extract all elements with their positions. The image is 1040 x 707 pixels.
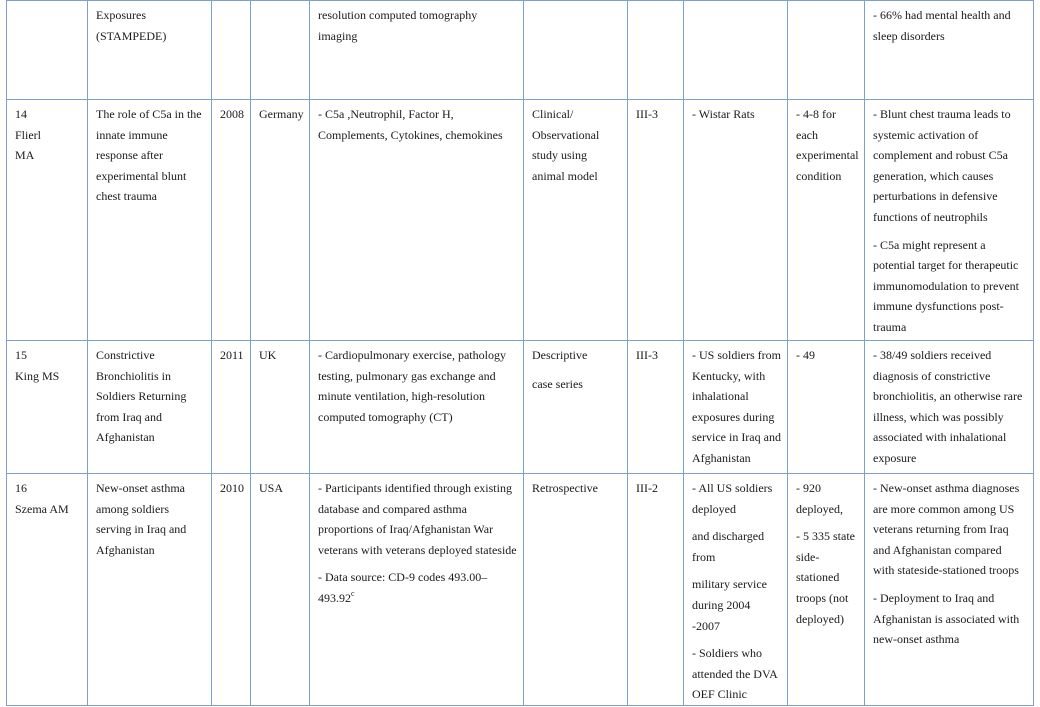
sample-size-line: stationed bbox=[796, 570, 840, 585]
table-row bbox=[7, 474, 1034, 706]
measures-cell bbox=[310, 474, 524, 706]
findings-paragraph bbox=[873, 235, 1027, 338]
findings-line: immune dysfunctions post- bbox=[873, 299, 1004, 314]
measures-line: - Data source: CD-9 codes 493.00– bbox=[318, 570, 488, 585]
sample-size-line: deployed) bbox=[796, 611, 844, 626]
measures-paragraph bbox=[318, 567, 517, 608]
title-cell bbox=[88, 341, 212, 474]
measures-line: resolution computed tomography bbox=[318, 8, 478, 22]
sample-size-line: - 49 bbox=[796, 348, 815, 362]
title-line: Constrictive bbox=[96, 348, 155, 362]
sample-size-line: - 4-8 for bbox=[796, 107, 836, 121]
design-cell bbox=[524, 341, 628, 474]
findings-line: Afghanistan is associated with bbox=[873, 611, 1020, 626]
population-line: Afghanistan bbox=[692, 450, 751, 465]
findings-line: exposure bbox=[873, 450, 917, 465]
measures-paragraph bbox=[318, 5, 517, 46]
population-line: OEF Clinic bbox=[692, 687, 748, 702]
sample-size-line: - 5 335 state bbox=[796, 529, 855, 544]
measures-line: 493.92$^c$ bbox=[318, 588, 355, 605]
measures-line: veterans with veterans deployed stateside bbox=[318, 542, 517, 557]
study-number-author-line: King MS bbox=[15, 368, 60, 383]
findings-cell bbox=[865, 474, 1034, 706]
study-number-author-line: 14 bbox=[15, 107, 27, 121]
table-row bbox=[7, 100, 1034, 341]
title-line: innate immune bbox=[96, 127, 168, 142]
sample-size-line: - 920 bbox=[796, 481, 821, 495]
findings-line: - 66% had mental health and bbox=[873, 8, 1011, 22]
title-line: Exposures bbox=[96, 8, 146, 22]
studies-table bbox=[6, 0, 1034, 706]
sample-size-cell bbox=[788, 100, 865, 341]
population-cell bbox=[684, 100, 788, 341]
population-paragraph bbox=[692, 478, 781, 519]
title-line: from Iraq and bbox=[96, 409, 162, 424]
sample-size-cell bbox=[788, 474, 865, 706]
findings-line: bronchiolitis, an otherwise rare bbox=[873, 389, 1023, 404]
population-line: deployed bbox=[692, 501, 736, 516]
measures-cell bbox=[310, 1, 524, 100]
sample-size-line: condition bbox=[796, 168, 842, 183]
design-cell bbox=[524, 1, 628, 100]
country-cell: USA bbox=[251, 474, 310, 706]
measures-line: Complements, Cytokines, chemokines bbox=[318, 127, 503, 142]
measures-line: - Cardiopulmonary exercise, pathology bbox=[318, 348, 506, 362]
title-line: The role of C5a in the bbox=[96, 107, 202, 121]
population-line: - All US soldiers bbox=[692, 481, 773, 495]
design-line: Clinical/ bbox=[532, 107, 574, 121]
title-line: Afghanistan bbox=[96, 542, 155, 557]
population-paragraph bbox=[692, 526, 781, 567]
population-cell bbox=[684, 341, 788, 474]
measures-paragraph bbox=[318, 478, 517, 560]
measures-line: testing, pulmonary gas exchange and bbox=[318, 368, 496, 383]
sample-size-paragraph bbox=[796, 478, 858, 519]
measures-line: computed tomography (CT) bbox=[318, 409, 453, 424]
population-paragraph bbox=[692, 345, 781, 469]
findings-line: sleep disorders bbox=[873, 28, 945, 43]
findings-cell bbox=[865, 1, 1034, 100]
population-line: military service bbox=[692, 577, 767, 592]
measures-line: proportions of Iraq/Afghanistan War bbox=[318, 522, 494, 537]
findings-line: veterans returning from Iraq bbox=[873, 522, 1009, 537]
measures-line: minute ventilation, high-resolution bbox=[318, 389, 485, 404]
findings-paragraph bbox=[873, 104, 1027, 228]
title-cell bbox=[88, 474, 212, 706]
title-line: (STAMPEDE) bbox=[96, 28, 167, 43]
study-number-author-cell bbox=[7, 100, 88, 341]
sample-size-paragraph bbox=[796, 526, 858, 629]
findings-line: diagnosis of constrictive bbox=[873, 368, 991, 383]
findings-line: immunomodulation to prevent bbox=[873, 278, 1019, 293]
sample-size-cell bbox=[788, 341, 865, 474]
findings-line: systemic activation of bbox=[873, 127, 979, 142]
title-line: Afghanistan bbox=[96, 430, 155, 445]
sample-size-paragraph bbox=[796, 345, 858, 366]
evidence-level-cell bbox=[628, 1, 684, 100]
sample-size-cell bbox=[788, 1, 865, 100]
country-cell bbox=[251, 1, 310, 100]
population-line: inhalational bbox=[692, 389, 749, 404]
findings-line: new-onset asthma bbox=[873, 632, 960, 647]
evidence-level-cell: III-2 bbox=[628, 474, 684, 706]
findings-line: - New-onset asthma diagnoses bbox=[873, 481, 1020, 495]
measures-cell bbox=[310, 341, 524, 474]
title-cell bbox=[88, 1, 212, 100]
design-cell bbox=[524, 474, 628, 706]
year-cell: 2008 bbox=[212, 100, 251, 341]
measures-line: database and compared asthma bbox=[318, 501, 467, 516]
table-row bbox=[7, 1, 1034, 100]
findings-line: - Blunt chest trauma leads to bbox=[873, 107, 1011, 121]
sample-size-line: side- bbox=[796, 549, 820, 564]
findings-line: functions of neutrophils bbox=[873, 209, 988, 224]
design-line: Retrospective bbox=[532, 481, 598, 495]
findings-line: - C5a might represent a bbox=[873, 237, 986, 252]
title-line: New-onset asthma bbox=[96, 481, 185, 495]
findings-line: - 38/49 soldiers received bbox=[873, 348, 992, 362]
study-number-author-cell bbox=[7, 341, 88, 474]
measures-line: imaging bbox=[318, 28, 358, 43]
population-line: Kentucky, with bbox=[692, 368, 766, 383]
title-cell bbox=[88, 100, 212, 341]
year-cell bbox=[212, 1, 251, 100]
findings-line: illness, which was possibly bbox=[873, 409, 1004, 424]
population-line: attended the DVA bbox=[692, 666, 778, 681]
footnote-marker: c bbox=[351, 588, 355, 598]
measures-line: - Participants identified through existing bbox=[318, 481, 512, 495]
title-line: response after bbox=[96, 148, 163, 163]
population-cell bbox=[684, 474, 788, 706]
findings-paragraph bbox=[873, 588, 1027, 650]
findings-line: with stateside-stationed troops bbox=[873, 563, 1019, 578]
measures-cell bbox=[310, 100, 524, 341]
population-line: - Wistar Rats bbox=[692, 107, 755, 121]
study-number-author-line: Flierl bbox=[15, 127, 41, 142]
design-line: Observational bbox=[532, 127, 600, 142]
measures-paragraph bbox=[318, 345, 517, 427]
study-number-author-line: 15 bbox=[15, 348, 27, 362]
evidence-level-cell: III-3 bbox=[628, 341, 684, 474]
study-number-author-line: MA bbox=[15, 148, 35, 163]
findings-line: perturbations in defensive bbox=[873, 189, 998, 204]
population-line: exposures during bbox=[692, 409, 775, 424]
findings-line: generation, which causes bbox=[873, 168, 994, 183]
findings-line: trauma bbox=[873, 319, 907, 334]
findings-line: associated with inhalational bbox=[873, 430, 1007, 445]
design-line: study using bbox=[532, 148, 588, 163]
study-number-author-cell bbox=[7, 1, 88, 100]
design-line: animal model bbox=[532, 168, 598, 183]
title-line: serving in Iraq and bbox=[96, 522, 187, 537]
findings-paragraph bbox=[873, 478, 1027, 581]
title-line: among soldiers bbox=[96, 501, 169, 516]
study-number-author-line: Szema AM bbox=[15, 501, 69, 516]
population-paragraph bbox=[692, 574, 781, 636]
sample-size-line: troops (not bbox=[796, 590, 849, 605]
sample-size-line: each bbox=[796, 127, 818, 142]
country-cell: UK bbox=[251, 341, 310, 474]
findings-paragraph bbox=[873, 345, 1027, 469]
findings-cell bbox=[865, 100, 1034, 341]
population-line: from bbox=[692, 549, 716, 564]
design-line: Descriptive bbox=[532, 348, 588, 362]
population-line: - Soldiers who bbox=[692, 646, 762, 661]
sample-size-line: experimental bbox=[796, 148, 859, 163]
title-line: experimental blunt bbox=[96, 168, 187, 183]
population-line: and discharged bbox=[692, 529, 765, 544]
population-line: during 2004 -2007 bbox=[692, 597, 751, 633]
study-number-author-cell bbox=[7, 474, 88, 706]
population-line: - US soldiers from bbox=[692, 348, 781, 362]
findings-line: complement and robust C5a bbox=[873, 148, 1008, 163]
findings-line: - Deployment to Iraq and bbox=[873, 590, 995, 605]
findings-cell bbox=[865, 341, 1034, 474]
population-line: service in Iraq and bbox=[692, 430, 781, 445]
year-cell: 2010 bbox=[212, 474, 251, 706]
findings-paragraph bbox=[873, 5, 1027, 46]
table-row bbox=[7, 341, 1034, 474]
measures-paragraph bbox=[318, 104, 517, 145]
sample-size-line: deployed, bbox=[796, 501, 843, 516]
title-line: Soldiers Returning bbox=[96, 389, 187, 404]
findings-line: potential target for therapeutic bbox=[873, 258, 1019, 273]
design-cell bbox=[524, 100, 628, 341]
findings-line: are more common among US bbox=[873, 501, 1015, 516]
title-line: chest trauma bbox=[96, 189, 157, 204]
population-paragraph bbox=[692, 643, 781, 705]
findings-line: and Afghanistan compared bbox=[873, 542, 1002, 557]
study-number-author-line: 16 bbox=[15, 481, 27, 495]
title-line: Bronchiolitis in bbox=[96, 368, 171, 383]
country-cell: Germany bbox=[251, 100, 310, 341]
evidence-level-cell: III-3 bbox=[628, 100, 684, 341]
population-cell bbox=[684, 1, 788, 100]
design-line: case series bbox=[532, 376, 583, 391]
measures-line: - C5a ,Neutrophil, Factor H, bbox=[318, 107, 454, 121]
sample-size-paragraph bbox=[796, 104, 858, 186]
population-paragraph bbox=[692, 104, 781, 125]
year-cell: 2011 bbox=[212, 341, 251, 474]
